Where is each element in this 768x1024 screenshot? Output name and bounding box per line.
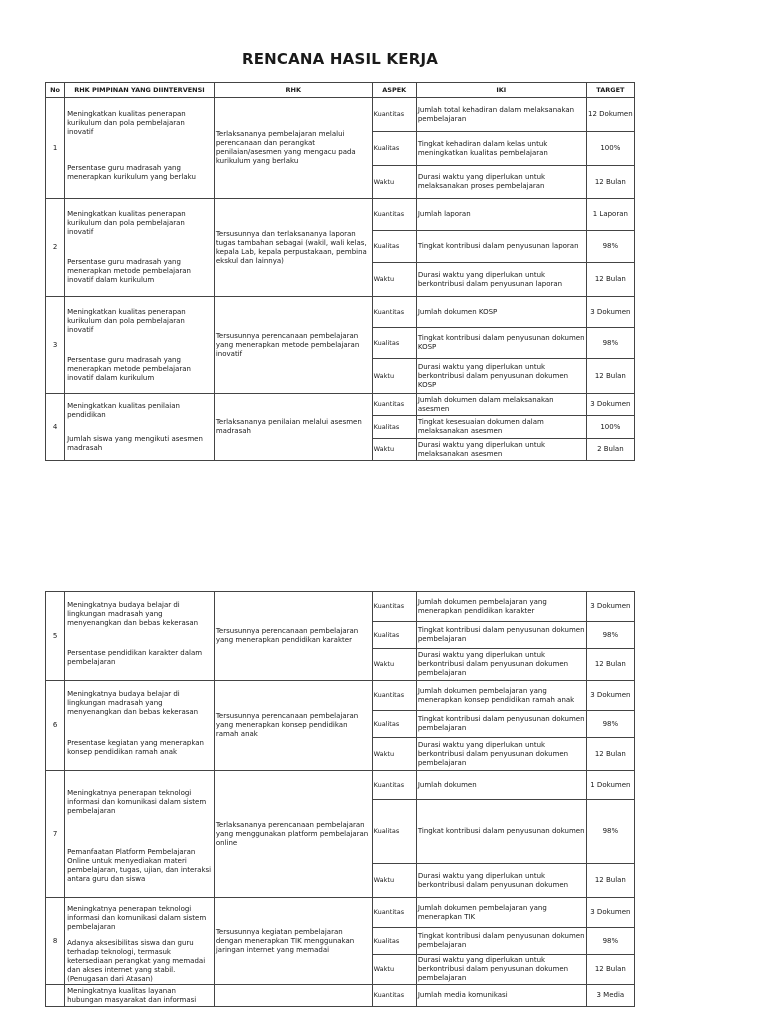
table-row	[46, 681, 635, 711]
target-cell: 3 Dokumen	[586, 681, 634, 711]
aspek-cell: Kuantitas	[372, 394, 416, 416]
target-cell: 1 Dokumen	[586, 771, 634, 800]
iki-cell: Jumlah laporan	[416, 199, 586, 231]
rhk-pimpinan-indicator: Persentase guru madrasah yang menerapkan metode pembelajaran inovatif dalam kurikulum	[67, 258, 191, 285]
rhk-pimpinan-goal: Meningkatnya penerapan teknologi informasi dan komunikasi dalam sistem pembelajaran	[67, 905, 207, 931]
iki-cell: Jumlah dokumen pembelajaran yang menerapkan konsep pendidikan ramah anak	[416, 681, 586, 711]
rhk-cell	[214, 985, 372, 1007]
rhk-pimpinan-cell	[65, 297, 215, 394]
table-body-part-2	[46, 592, 635, 1007]
iki-cell: Durasi waktu yang diperlukan untuk berkontribusi dalam penyusunan dokumen pembelajaran	[416, 955, 586, 985]
aspek-cell: Kualitas	[372, 416, 416, 439]
table-row	[46, 394, 635, 416]
aspek-cell: Kuantitas	[372, 771, 416, 800]
aspek-cell: Kuantitas	[372, 98, 416, 132]
aspek-cell: Kuantitas	[372, 681, 416, 711]
target-cell: 98%	[586, 711, 634, 738]
target-cell: 98%	[586, 328, 634, 359]
row-number: 7	[46, 771, 65, 898]
target-cell: 3 Dokumen	[586, 297, 634, 328]
rhk-pimpinan-indicator: Pemanfaatan Platform Pembelajaran Online untuk menyediakan materi pembelajaran, tugas, ujian, dan interaksi antara guru dan siswa	[67, 847, 212, 883]
row-number: 5	[46, 592, 65, 681]
rhk-pimpinan-goal: Meningkatkan kualitas penerapan kurikulum dan pola pembelajaran inovatif	[67, 209, 186, 236]
iki-cell: Durasi waktu yang diperlukan untuk berkontribusi dalam penyusunan dokumen pembelajaran	[416, 649, 586, 681]
table-row	[46, 297, 635, 328]
aspek-cell: Kuantitas	[372, 592, 416, 622]
rhk-pimpinan-cell	[65, 681, 215, 771]
rhk-pimpinan-goal: Meningkatkan kualitas penilaian pendidikan	[67, 401, 180, 419]
aspek-cell: Waktu	[372, 955, 416, 985]
target-cell: 3 Dokumen	[586, 394, 634, 416]
aspek-cell: Kualitas	[372, 711, 416, 738]
row-number: 6	[46, 681, 65, 771]
header-iki: IKI	[416, 83, 586, 98]
target-cell: 1 Laporan	[586, 199, 634, 231]
rhk-cell: Tersusunnya perencanaan pembelajaran yang menerapkan metode pembelajaran inovatif	[214, 297, 372, 394]
row-number	[46, 985, 65, 1007]
iki-cell: Jumlah dokumen pembelajaran yang menerapkan pendidikan karakter	[416, 592, 586, 622]
aspek-cell: Waktu	[372, 864, 416, 898]
iki-cell: Durasi waktu yang diperlukan untuk melaksanakan proses pembelajaran	[416, 166, 586, 199]
table-row	[46, 199, 635, 231]
target-cell: 3 Media	[586, 985, 634, 1007]
table-body-part-1	[46, 98, 635, 461]
target-cell: 12 Bulan	[586, 649, 634, 681]
rhk-pimpinan-goal: Meningkatkan kualitas penerapan kurikulum dan pola pembelajaran inovatif	[67, 109, 186, 136]
rhk-pimpinan-goal: Meningkatkan kualitas penerapan kurikulum dan pola pembelajaran inovatif	[67, 307, 186, 334]
aspek-cell: Kualitas	[372, 132, 416, 166]
rhk-pimpinan-group	[66, 199, 213, 296]
iki-cell: Jumlah dokumen dalam melaksanakan asesmen	[416, 394, 586, 416]
rhk-pimpinan-goal: Meningkatnya penerapan teknologi informasi dan komunikasi dalam sistem pembelajaran	[67, 789, 207, 815]
rhk-cell: Tersusunnya kegiatan pembelajaran dengan menerapkan TIK menggunakan jaringan internet yang memadai	[214, 898, 372, 985]
rhk-table-part-1	[45, 82, 635, 461]
iki-cell: Jumlah dokumen pembelajaran yang menerapkan TIK	[416, 898, 586, 928]
aspek-cell: Kuantitas	[372, 898, 416, 928]
header-target: TARGET	[586, 83, 634, 98]
rhk-pimpinan-cell	[65, 985, 215, 1007]
rhk-pimpinan-goal: Meningkatnya kualitas layanan hubungan masyarakat dan informasi	[67, 987, 197, 1004]
rhk-pimpinan-goal: Meningkatnya budaya belajar di lingkungan madrasah yang menyenangkan dan bebas kekerasan	[67, 600, 199, 627]
rhk-pimpinan-indicator: Adanya aksesibilitas siswa dan guru terhadap teknologi, termasuk ketersediaan perangkat yang memadai dan akses internet yang stabil. (Penugasan dari Atasan)	[67, 939, 206, 983]
target-cell: 12 Bulan	[586, 359, 634, 394]
iki-cell: Jumlah dokumen	[416, 771, 586, 800]
rhk-pimpinan-indicator: Presentase kegiatan yang menerapkan konsep pendidikan ramah anak	[67, 738, 204, 756]
aspek-cell: Kualitas	[372, 231, 416, 263]
iki-cell: Jumlah total kehadiran dalam melaksanakan pembelajaran	[416, 98, 586, 132]
target-cell: 12 Dokumen	[586, 98, 634, 132]
rhk-cell: Tersusunnya perencanaan pembelajaran yang menerapkan konsep pendidikan ramah anak	[214, 681, 372, 771]
aspek-cell: Kuantitas	[372, 199, 416, 231]
target-cell: 12 Bulan	[586, 166, 634, 199]
iki-cell: Durasi waktu yang diperlukan untuk melaksanakan asesmen	[416, 439, 586, 461]
rhk-pimpinan-indicator: Persentase pendidikan karakter dalam pembelajaran	[67, 649, 203, 666]
rhk-pimpinan-group	[66, 394, 213, 460]
table-row	[46, 985, 635, 1007]
aspek-cell: Waktu	[372, 439, 416, 461]
rhk-pimpinan-group	[66, 771, 213, 897]
aspek-cell: Waktu	[372, 263, 416, 297]
header-aspek: ASPEK	[372, 83, 416, 98]
rhk-cell: Terlaksananya pembelajaran melalui perencanaan dan perangkat penilaian/asesmen yang mengacu pada kurikulum yang berlaku	[214, 98, 372, 199]
table-row	[46, 898, 635, 928]
rhk-pimpinan-cell	[65, 98, 215, 199]
rhk-pimpinan-cell	[65, 898, 215, 985]
table-row	[46, 592, 635, 622]
header-rhk: RHK	[214, 83, 372, 98]
row-number: 4	[46, 394, 65, 461]
rhk-pimpinan-indicator	[66, 1005, 213, 1006]
rhk-cell: Tersusunnya dan terlaksananya laporan tugas tambahan sebagai (wakil, wali kelas, kepala Lab, kepala perpustakaan, pembina ekskul dan lainnya)	[214, 199, 372, 297]
rhk-pimpinan-group	[66, 898, 213, 984]
table-header-row	[46, 83, 635, 98]
target-cell: 100%	[586, 132, 634, 166]
iki-cell: Tingkat kontribusi dalam penyusunan dokumen pembelajaran	[416, 711, 586, 738]
iki-cell: Durasi waktu yang diperlukan untuk berkontribusi dalam penyusunan laporan	[416, 263, 586, 297]
rhk-pimpinan-cell	[65, 199, 215, 297]
target-cell: 12 Bulan	[586, 955, 634, 985]
rhk-pimpinan-indicator: Jumlah siswa yang mengikuti asesmen madrasah	[67, 434, 203, 452]
target-cell: 98%	[586, 622, 634, 649]
table-row	[46, 771, 635, 800]
target-cell: 98%	[586, 231, 634, 263]
aspek-cell: Waktu	[372, 359, 416, 394]
rhk-table-part-2	[45, 591, 635, 1007]
iki-cell: Durasi waktu yang diperlukan untuk berkontribusi dalam penyusunan dokumen	[416, 864, 586, 898]
target-cell: 12 Bulan	[586, 738, 634, 771]
rhk-pimpinan-indicator: Persentase guru madrasah yang menerapkan metode pembelajaran inovatif dalam kurikulum	[67, 355, 191, 382]
row-number: 3	[46, 297, 65, 394]
aspek-cell: Kualitas	[372, 800, 416, 864]
iki-cell: Tingkat kontribusi dalam penyusunan dokumen pembelajaran	[416, 928, 586, 955]
header-rhk-pimpinan: RHK PIMPINAN YANG DIINTERVENSI	[65, 83, 215, 98]
iki-cell: Jumlah media komunikasi	[416, 985, 586, 1007]
rhk-cell: Terlaksananya perencanaan pembelajaran yang menggunakan platform pembelajaran online	[214, 771, 372, 898]
iki-cell: Jumlah dokumen KOSP	[416, 297, 586, 328]
rhk-pimpinan-group	[66, 592, 213, 680]
row-number: 8	[46, 898, 65, 985]
rhk-pimpinan-group	[66, 681, 213, 770]
page-title: RENCANA HASIL KERJA	[241, 50, 439, 68]
aspek-cell: Waktu	[372, 738, 416, 771]
aspek-cell: Waktu	[372, 166, 416, 199]
rhk-pimpinan-cell	[65, 771, 215, 898]
iki-cell: Tingkat kontribusi dalam penyusunan dokumen	[416, 800, 586, 864]
table-row	[46, 98, 635, 132]
rhk-pimpinan-cell	[65, 394, 215, 461]
target-cell: 98%	[586, 928, 634, 955]
iki-cell: Tingkat kontribusi dalam penyusunan laporan	[416, 231, 586, 263]
target-cell: 2 Bulan	[586, 439, 634, 461]
iki-cell: Durasi waktu yang diperlukan untuk berkontribusi dalam penyusunan dokumen KOSP	[416, 359, 586, 394]
rhk-cell: Terlaksananya penilaian melalui asesmen madrasah	[214, 394, 372, 461]
aspek-cell: Kualitas	[372, 622, 416, 649]
target-cell: 100%	[586, 416, 634, 439]
rhk-pimpinan-goal: Meningkatnya budaya belajar di lingkungan madrasah yang menyenangkan dan bebas kekerasan	[67, 689, 199, 716]
target-cell: 12 Bulan	[586, 263, 634, 297]
iki-cell: Tingkat kehadiran dalam kelas untuk meningkatkan kualitas pembelajaran	[416, 132, 586, 166]
rhk-pimpinan-group	[66, 297, 213, 393]
target-cell: 3 Dokumen	[586, 592, 634, 622]
aspek-cell: Waktu	[372, 649, 416, 681]
iki-cell: Durasi waktu yang diperlukan untuk berkontribusi dalam penyusunan dokumen pembelajaran	[416, 738, 586, 771]
iki-cell: Tingkat kontribusi dalam penyusunan dokumen KOSP	[416, 328, 586, 359]
header-no: No	[46, 83, 65, 98]
rhk-pimpinan-cell	[65, 592, 215, 681]
rhk-pimpinan-group	[66, 98, 213, 198]
iki-cell: Tingkat kontribusi dalam penyusunan dokumen pembelajaran	[416, 622, 586, 649]
target-cell: 98%	[586, 800, 634, 864]
rhk-cell: Tersusunnya perencanaan pembelajaran yang menerapkan pendidikan karakter	[214, 592, 372, 681]
aspek-cell: Kuantitas	[372, 297, 416, 328]
aspek-cell: Kualitas	[372, 328, 416, 359]
aspek-cell: Kuantitas	[372, 985, 416, 1007]
target-cell: 3 Dokumen	[586, 898, 634, 928]
target-cell: 12 Bulan	[586, 864, 634, 898]
iki-cell: Tingkat kesesuaian dokumen dalam melaksanakan asesmen	[416, 416, 586, 439]
row-number: 1	[46, 98, 65, 199]
rhk-pimpinan-group	[66, 985, 213, 1006]
rhk-pimpinan-indicator: Persentase guru madrasah yang menerapkan kurikulum yang berlaku	[67, 164, 196, 181]
row-number: 2	[46, 199, 65, 297]
aspek-cell: Kualitas	[372, 928, 416, 955]
